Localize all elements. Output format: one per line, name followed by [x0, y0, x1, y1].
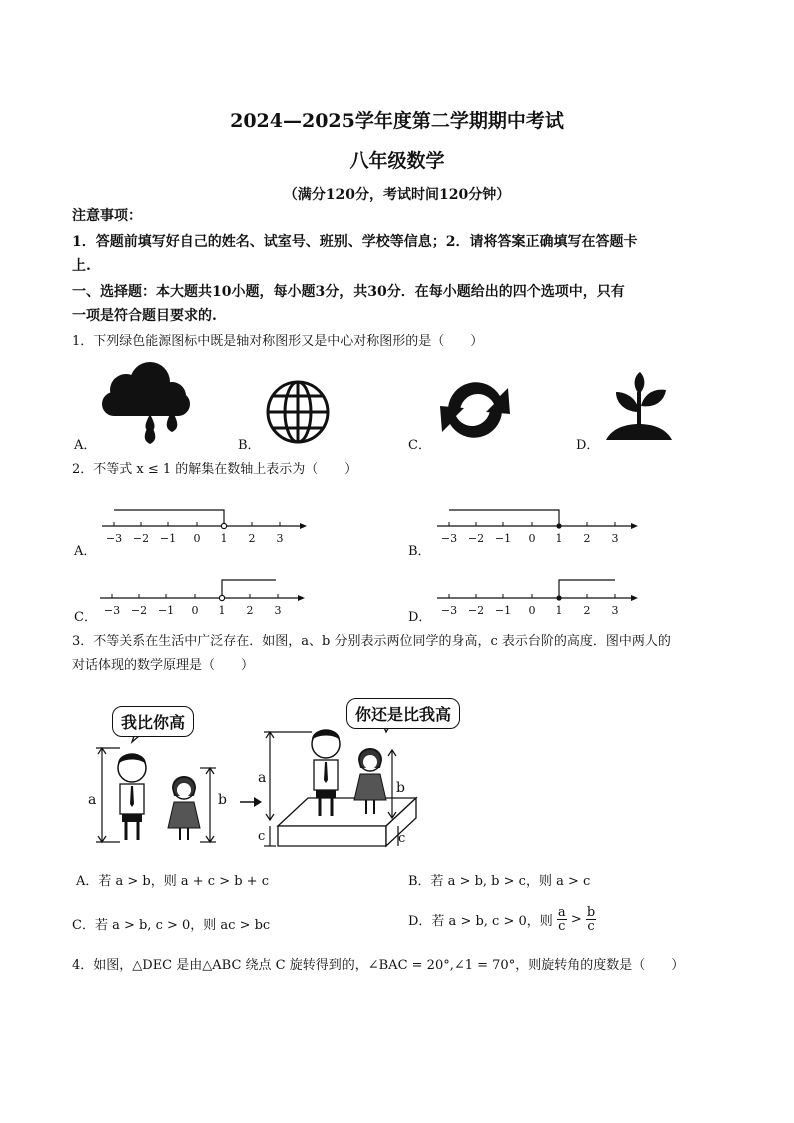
recycle-arrows-icon [430, 374, 520, 446]
number-line-c [98, 572, 308, 622]
cloud-rain-icon [96, 362, 196, 446]
fraction-den: c [587, 919, 595, 934]
q1-stem: 1．下列绿色能源图标中既是轴对称图形又是中心对称图形的是（ ） [72, 334, 484, 349]
q1-option-d: D． [576, 438, 600, 453]
q4-stem: 4．如图，△DEC 是由△ABC 绕点 C 旋转得到的，∠BAC = 20°,∠1 = 70°，则旋转角的度数是（ ） [72, 958, 685, 973]
number-line-b [435, 500, 645, 550]
globe-icon [264, 378, 332, 446]
fraction-a-over-c [557, 906, 567, 933]
q3-option-a: A．若 a > b，则 a + c > b + c [76, 874, 269, 889]
fraction-num: a [557, 905, 566, 920]
tick-label: 3 [611, 532, 619, 545]
q3-stem-line1: 3．不等关系在生活中广泛存在．如图，a、b 分别表示两位同学的身高，c 表示台阶的高度．图中两人的 [72, 634, 671, 649]
tick-label: 2 [583, 532, 591, 545]
exam-title: 2024—2025学年度第二学期期中考试 [230, 110, 564, 132]
speech-bubble-left: 我比你高 [112, 706, 194, 737]
q3-option-d-prefix: D．若 a > b, c > 0，则 [408, 914, 553, 929]
tick-label: 0 [528, 604, 536, 617]
tick-label: 2 [246, 604, 254, 617]
speech-bubble-right: 你还是比我高 [346, 698, 460, 729]
notice-heading: 注意事项： [72, 208, 142, 224]
tick-label: −3 [440, 604, 458, 617]
tick-label: −2 [467, 604, 485, 617]
girl-figure-left [168, 776, 200, 840]
number-line-d [435, 572, 645, 622]
fraction-num: b [586, 905, 596, 920]
tick-label: 3 [276, 532, 284, 545]
tick-label: −3 [440, 532, 458, 545]
label-b-right: b [396, 780, 405, 796]
sprout-icon [604, 372, 674, 444]
notice-line1: 1．答题前填写好自己的姓名、试室号、班别、学校等信息；2．请将答案正确填写在答题卡 [72, 234, 638, 250]
tick-label: 3 [611, 604, 619, 617]
tick-label: −1 [494, 604, 512, 617]
q3-option-c: C．若 a > b, c > 0，则 ac > bc [72, 918, 271, 933]
q3-option-d [408, 906, 596, 933]
label-b-left: b [218, 792, 227, 808]
label-a-right: a [258, 770, 267, 786]
tick-label: −1 [157, 604, 175, 617]
q3-stem-line2: 对话体现的数学原理是（ ） [72, 658, 255, 673]
fraction-den: c [558, 919, 566, 934]
tick-label: 1 [555, 532, 563, 545]
tick-label: −2 [132, 532, 150, 545]
tick-label: 3 [274, 604, 282, 617]
label-c-right: c [398, 831, 406, 846]
number-line-a [100, 500, 310, 550]
exam-subtitle: 八年级数学 [349, 150, 445, 172]
fraction-b-over-c [586, 906, 596, 933]
tick-label: −3 [105, 532, 123, 545]
label-c-right-left: c [258, 829, 266, 844]
q2-option-b: B． [408, 544, 431, 559]
notice-line2: 上. [72, 258, 91, 274]
tick-label: −3 [103, 604, 121, 617]
tick-label: 0 [528, 532, 536, 545]
q3-option-b: B．若 a > b, b > c，则 a > c [408, 874, 591, 889]
q1-option-c: C． [408, 438, 431, 453]
tick-label: 2 [248, 532, 256, 545]
tick-label: 0 [193, 532, 201, 545]
tick-label: −1 [159, 532, 177, 545]
tick-label: 0 [191, 604, 199, 617]
exam-note: （满分120分，考试时间120分钟） [283, 187, 511, 203]
q2-option-d: D． [408, 610, 432, 625]
q1-option-a: A． [74, 438, 97, 453]
boy-figure-left [118, 754, 146, 841]
q1-option-b: B． [238, 438, 261, 453]
tick-label: 1 [218, 604, 226, 617]
q2-option-a: A． [74, 544, 97, 559]
section1-line1: 一、选择题：本大题共10小题，每小题3分，共30分．在每小题给出的四个选项中，只有 [72, 284, 625, 300]
tick-label: −1 [494, 532, 512, 545]
section1-line2: 一项是符合题目要求的. [72, 308, 217, 324]
tick-label: 1 [220, 532, 228, 545]
tick-label: −2 [130, 604, 148, 617]
q2-stem: 2．不等式 x ≤ 1 的解集在数轴上表示为（ ） [72, 462, 358, 477]
label-a-left: a [88, 792, 97, 808]
tick-label: 1 [555, 604, 563, 617]
q3-option-d-op: > [570, 912, 582, 927]
tick-label: −2 [467, 532, 485, 545]
tick-label: 2 [583, 604, 591, 617]
q2-option-c: C． [74, 610, 97, 625]
